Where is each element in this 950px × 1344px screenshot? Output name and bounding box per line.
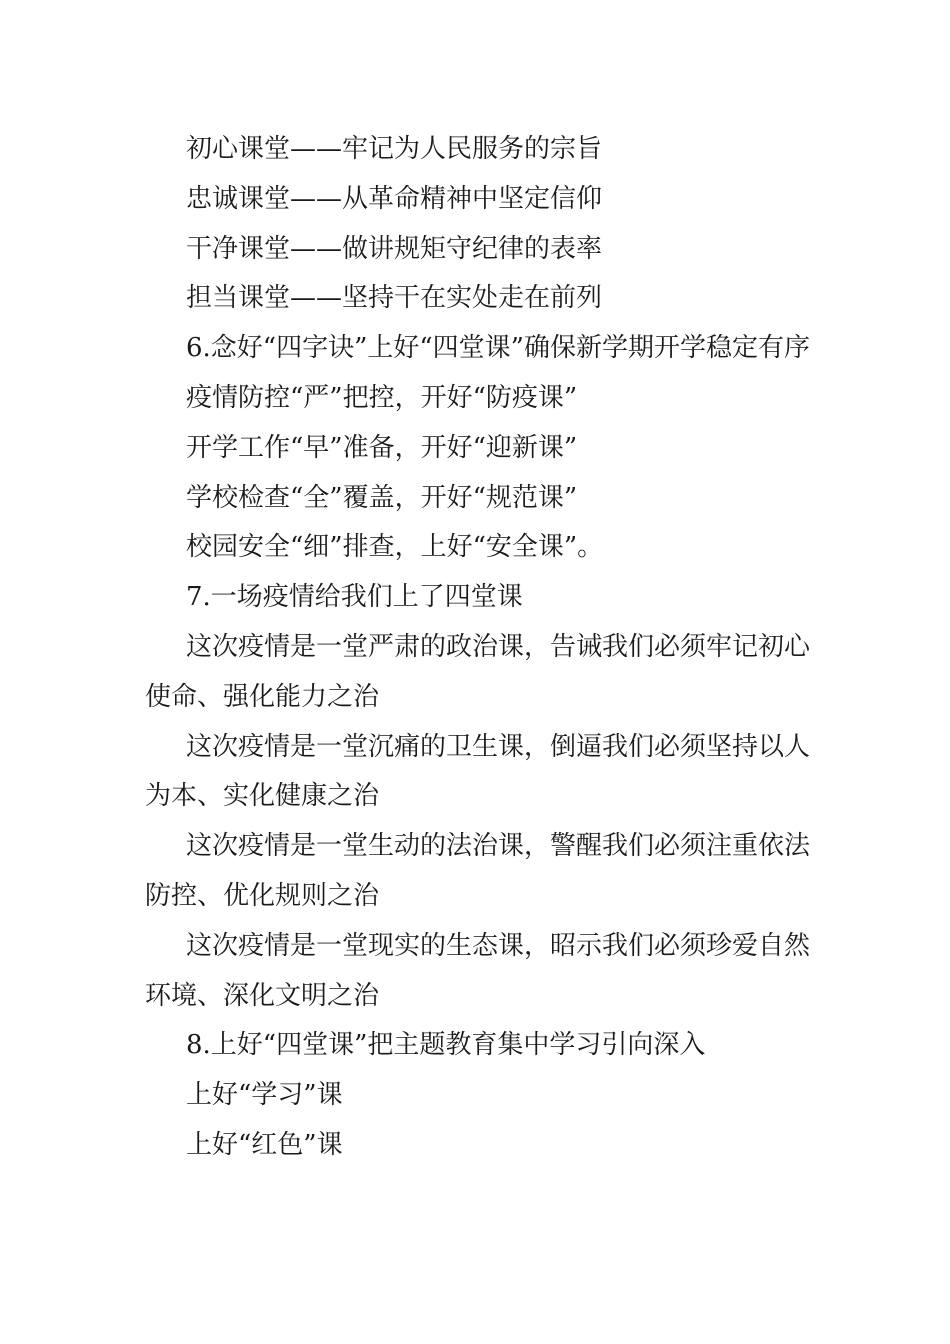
paragraph-dandang: 担当课堂——坚持干在实处走在前列 (186, 283, 603, 314)
paragraph-weisheng: 这次疫情是一堂沉痛的卫生课，倒逼我们必须坚持以人为本、实化健康之治 (145, 731, 811, 812)
heading-6: 6.念好“四字诀”上好“四堂课”确保新学期开学稳定有序 (186, 333, 810, 364)
paragraph-chuxin: 初心课堂——牢记为人民服务的宗旨 (186, 134, 603, 164)
paragraph-fazhi: 这次疫情是一堂生动的法治课，警醒我们必须注重依法防控、优化规则之治 (145, 831, 811, 911)
paragraph-yingxin: 开学工作“早”准备，开好“迎新课” (186, 432, 578, 463)
heading-7: 7.一场疫情给我们上了四堂课 (186, 582, 523, 613)
heading-8: 8.上好“四堂课”把主题教育集中学习引向深入 (186, 1030, 706, 1061)
paragraph-xuexi: 上好“学习”课 (186, 1080, 343, 1111)
paragraph-fangyi: 疫情防控“严”把控，开好“防疫课” (186, 382, 578, 413)
document-body (145, 125, 810, 1171)
paragraph-zhengzhi: 这次疫情是一堂严肃的政治课，告诫我们必须牢记初心使命、强化能力之治 (145, 631, 811, 712)
paragraph-shengtai: 这次疫情是一堂现实的生态课，昭示我们必须珍爱自然环境、深化文明之治 (145, 930, 811, 1011)
paragraph-ganjing: 干净课堂——做讲规矩守纪律的表率 (186, 233, 603, 264)
paragraph-zhongcheng: 忠诚课堂——从革命精神中坚定信仰 (186, 183, 603, 214)
paragraph-guifan: 学校检查“全”覆盖，开好“规范课” (186, 482, 578, 513)
paragraph-anquan: 校园安全“细”排查，上好“安全课”。 (186, 532, 604, 563)
paragraph-hongse: 上好“红色”课 (186, 1129, 343, 1160)
